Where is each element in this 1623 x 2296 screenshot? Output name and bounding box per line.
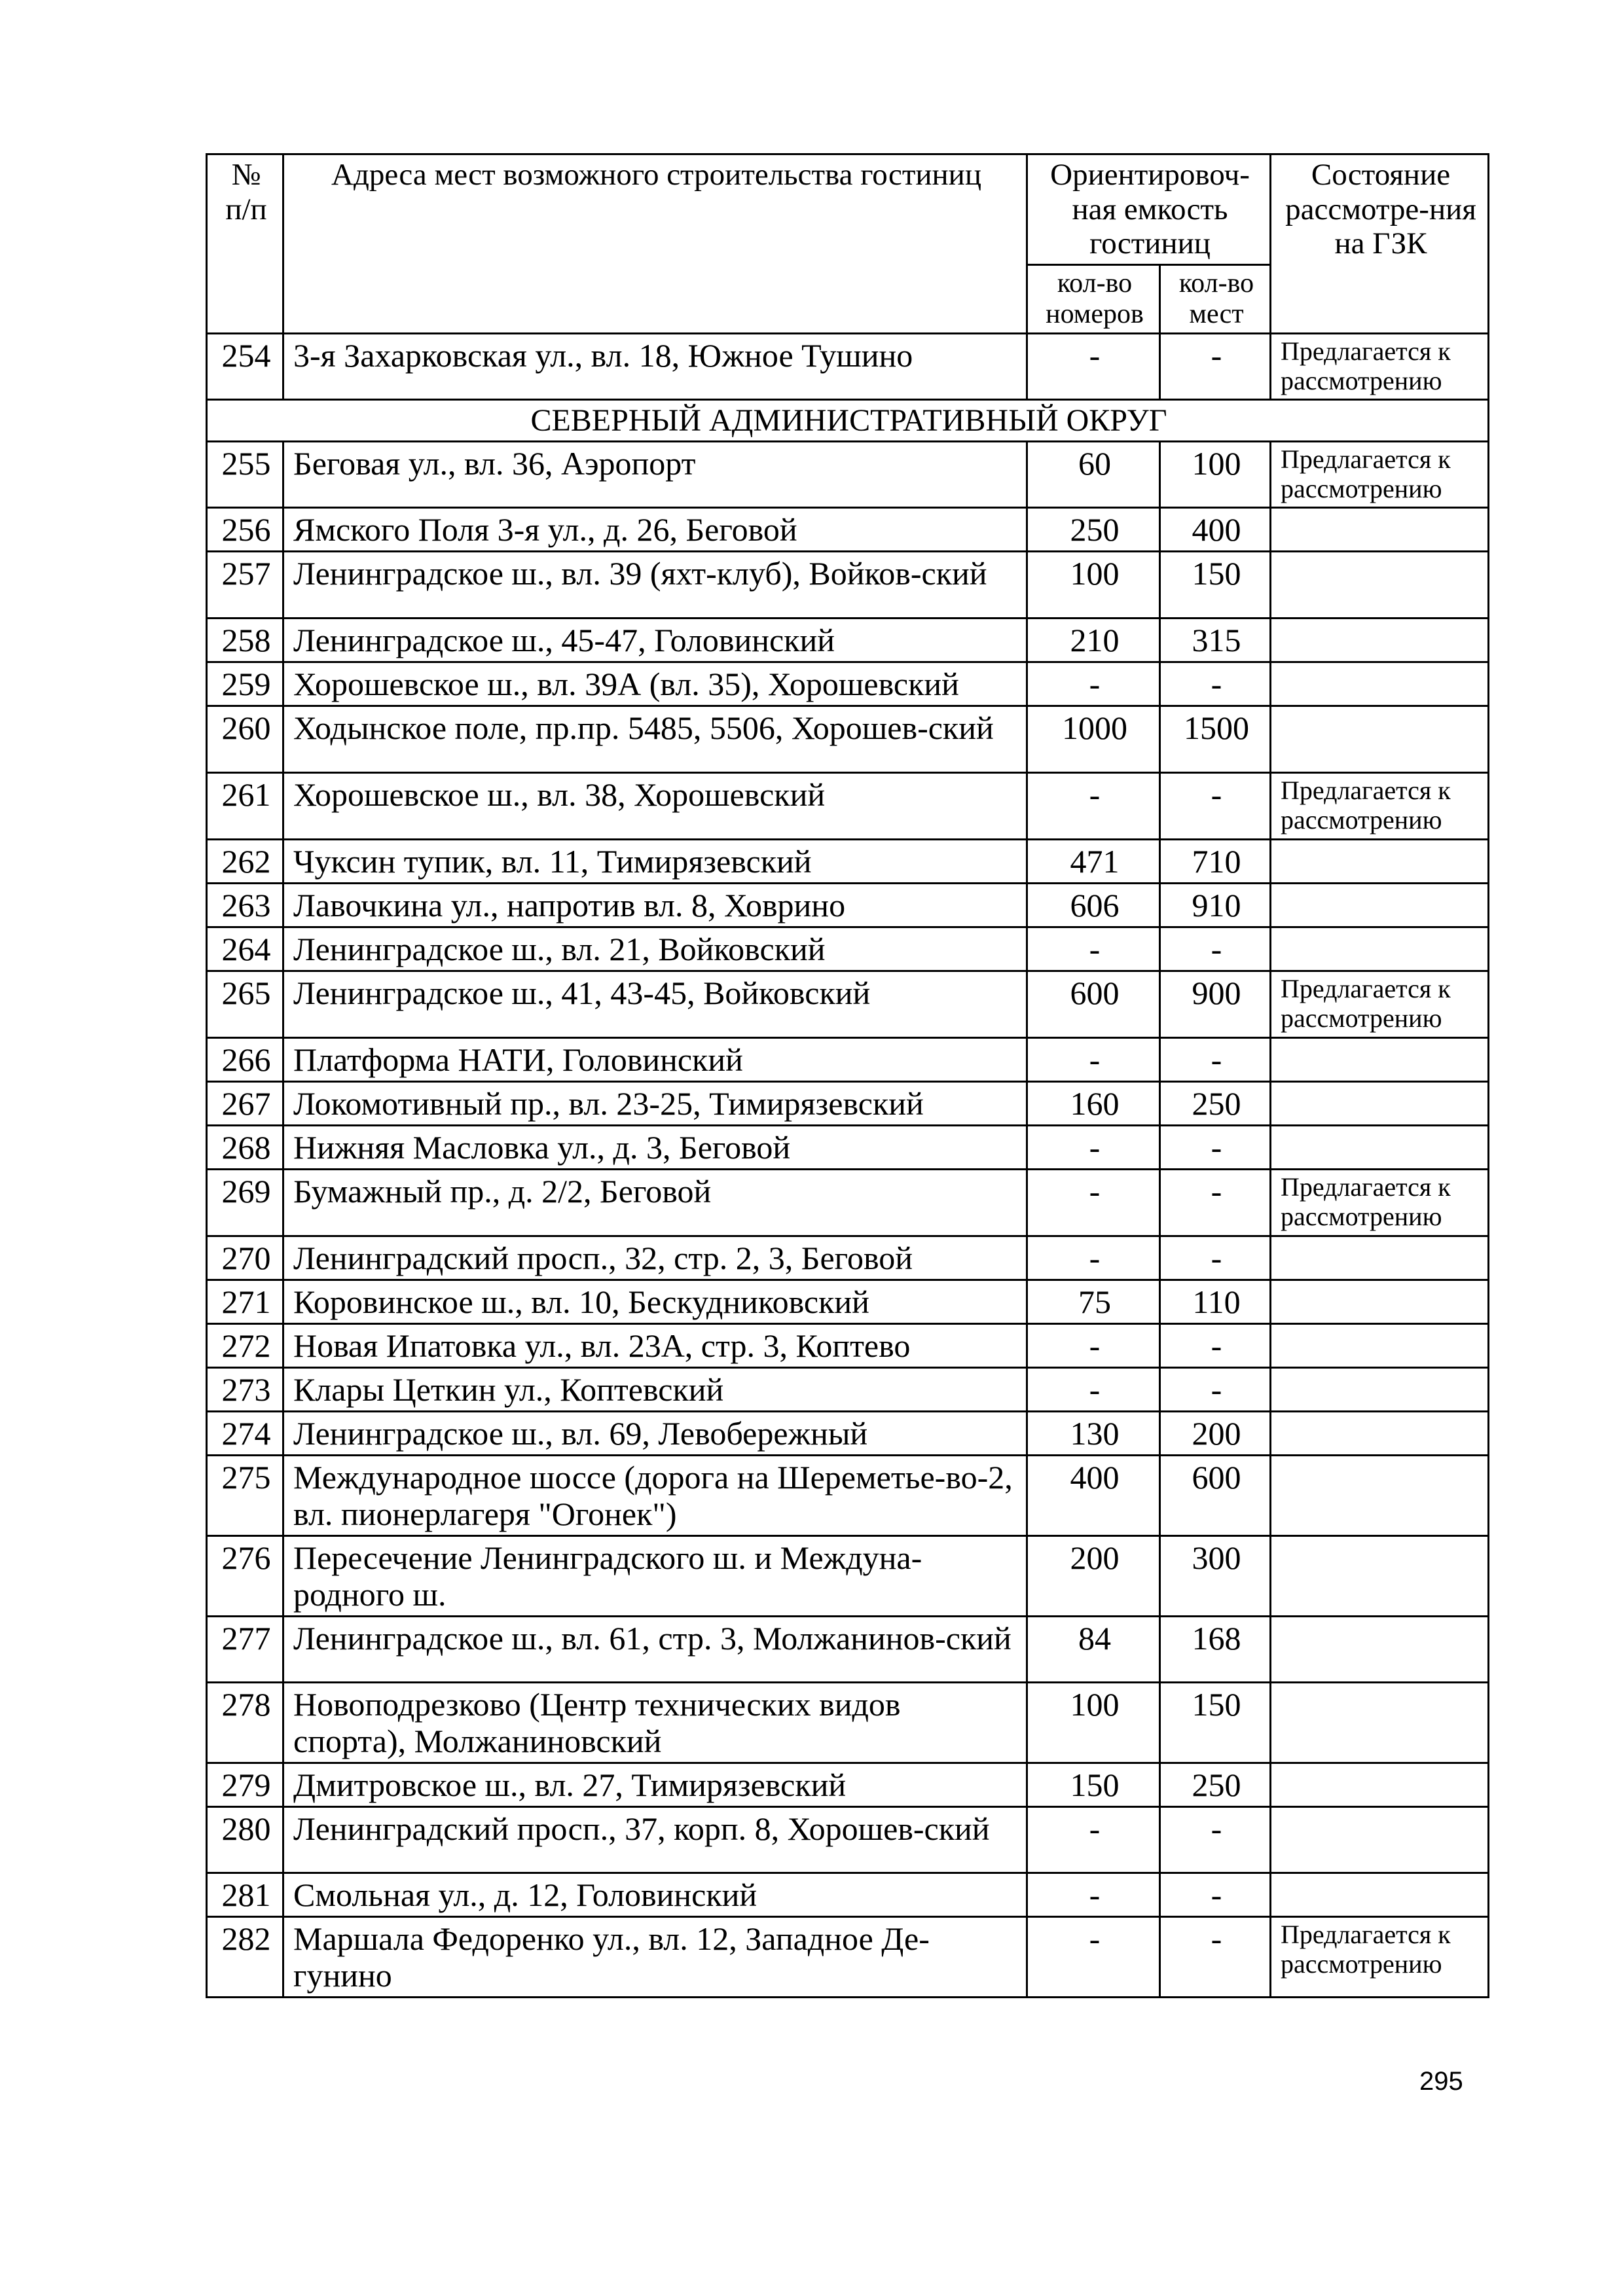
row-rooms: 400 <box>1027 1455 1160 1535</box>
row-number: 268 <box>207 1125 283 1169</box>
row-places: - <box>1160 1169 1271 1236</box>
row-rooms: 160 <box>1027 1081 1160 1125</box>
row-places: - <box>1160 1916 1271 1997</box>
table-row <box>207 1873 1489 1916</box>
row-address: Хорошевское ш., вл. 39А (вл. 35), Хорошевский <box>283 662 1027 706</box>
row-status <box>1271 1125 1489 1169</box>
row-address: Смольная ул., д. 12, Головинский <box>283 1873 1027 1916</box>
row-rooms: - <box>1027 1125 1160 1169</box>
section-row <box>207 399 1489 442</box>
row-rooms: - <box>1027 772 1160 839</box>
row-status <box>1271 839 1489 883</box>
row-rooms: - <box>1027 1873 1160 1916</box>
row-number: 261 <box>207 772 283 839</box>
row-number: 274 <box>207 1411 283 1455</box>
row-places: - <box>1160 927 1271 971</box>
row-address: Чуксин тупик, вл. 11, Тимирязевский <box>283 839 1027 883</box>
row-number: 263 <box>207 883 283 927</box>
row-rooms: 210 <box>1027 618 1160 662</box>
row-number: 282 <box>207 1916 283 1997</box>
row-places: 100 <box>1160 442 1271 508</box>
row-rooms: 150 <box>1027 1763 1160 1806</box>
table-row <box>207 1236 1489 1280</box>
table-row <box>207 1367 1489 1411</box>
row-rooms: - <box>1027 1806 1160 1873</box>
row-address: 3-я Захарковская ул., вл. 18, Южное Тушино <box>283 333 1027 399</box>
row-rooms: 130 <box>1027 1411 1160 1455</box>
row-address: Ленинградское ш., вл. 61, стр. 3, Молжанинов-ский <box>283 1616 1027 1682</box>
row-rooms: - <box>1027 1916 1160 1997</box>
row-number: 255 <box>207 442 283 508</box>
row-address: Маршала Федоренко ул., вл. 12, Западное Де-гунино <box>283 1916 1027 1997</box>
row-status <box>1271 1682 1489 1763</box>
section-title: СЕВЕРНЫЙ АДМИНИСТРАТИВНЫЙ ОКРУГ <box>207 399 1489 442</box>
hotel-sites-table <box>206 153 1489 1998</box>
row-status <box>1271 1806 1489 1873</box>
table-row <box>207 618 1489 662</box>
row-number: 278 <box>207 1682 283 1763</box>
row-status <box>1271 1411 1489 1455</box>
row-rooms: 250 <box>1027 507 1160 551</box>
row-places: - <box>1160 1037 1271 1081</box>
row-status: Предлагается к рассмотрению <box>1271 333 1489 399</box>
row-places: 315 <box>1160 618 1271 662</box>
row-rooms: - <box>1027 662 1160 706</box>
row-number: 262 <box>207 839 283 883</box>
row-rooms: - <box>1027 1236 1160 1280</box>
table-row <box>207 1916 1489 1997</box>
row-status: Предлагается к рассмотрению <box>1271 1916 1489 1997</box>
table-row <box>207 1081 1489 1125</box>
row-address: Платформа НАТИ, Головинский <box>283 1037 1027 1081</box>
header-num: № п/п <box>207 154 283 334</box>
row-status: Предлагается к рассмотрению <box>1271 971 1489 1037</box>
row-address: Локомотивный пр., вл. 23-25, Тимирязевский <box>283 1081 1027 1125</box>
row-status <box>1271 1081 1489 1125</box>
row-rooms: 84 <box>1027 1616 1160 1682</box>
table-body <box>207 333 1489 1997</box>
row-number: 257 <box>207 551 283 618</box>
row-status <box>1271 618 1489 662</box>
row-address: Новая Ипатовка ул., вл. 23А, стр. 3, Коптево <box>283 1323 1027 1367</box>
row-address: Хорошевское ш., вл. 38, Хорошевский <box>283 772 1027 839</box>
row-places: 900 <box>1160 971 1271 1037</box>
table-row <box>207 662 1489 706</box>
row-status <box>1271 1236 1489 1280</box>
row-number: 259 <box>207 662 283 706</box>
row-address: Международное шоссе (дорога на Шереметье-во-2, вл. пионерлагеря "Огонек") <box>283 1455 1027 1535</box>
row-address: Ленинградское ш., 45-47, Головинский <box>283 618 1027 662</box>
page-number: 295 <box>1419 2067 1463 2096</box>
row-rooms: - <box>1027 333 1160 399</box>
row-places: - <box>1160 1873 1271 1916</box>
row-places: - <box>1160 1236 1271 1280</box>
table-row <box>207 507 1489 551</box>
row-rooms: - <box>1027 1323 1160 1367</box>
row-address: Дмитровское ш., вл. 27, Тимирязевский <box>283 1763 1027 1806</box>
row-rooms: 471 <box>1027 839 1160 883</box>
row-rooms: 1000 <box>1027 706 1160 772</box>
row-places: 168 <box>1160 1616 1271 1682</box>
row-number: 267 <box>207 1081 283 1125</box>
row-rooms: - <box>1027 1037 1160 1081</box>
row-address: Коровинское ш., вл. 10, Бескудниковский <box>283 1280 1027 1323</box>
row-number: 258 <box>207 618 283 662</box>
row-places: 110 <box>1160 1280 1271 1323</box>
row-status <box>1271 706 1489 772</box>
row-address: Пересечение Ленинградского ш. и Междуна-родного ш. <box>283 1535 1027 1616</box>
row-status <box>1271 883 1489 927</box>
row-places: 250 <box>1160 1081 1271 1125</box>
table-row <box>207 883 1489 927</box>
table-row <box>207 1455 1489 1535</box>
row-places: 710 <box>1160 839 1271 883</box>
row-places: 150 <box>1160 1682 1271 1763</box>
header-capacity: Ориентировоч-ная емкость гостиниц <box>1027 154 1271 265</box>
row-status <box>1271 507 1489 551</box>
row-rooms: 100 <box>1027 1682 1160 1763</box>
row-rooms: 200 <box>1027 1535 1160 1616</box>
row-number: 279 <box>207 1763 283 1806</box>
row-address: Беговая ул., вл. 36, Аэропорт <box>283 442 1027 508</box>
table-row <box>207 1535 1489 1616</box>
table-row <box>207 1411 1489 1455</box>
table-row <box>207 971 1489 1037</box>
header-rooms: кол-во номеров <box>1027 264 1160 333</box>
row-number: 254 <box>207 333 283 399</box>
row-address: Бумажный пр., д. 2/2, Беговой <box>283 1169 1027 1236</box>
row-status: Предлагается к рассмотрению <box>1271 442 1489 508</box>
row-number: 272 <box>207 1323 283 1367</box>
row-status <box>1271 1535 1489 1616</box>
table-row <box>207 839 1489 883</box>
row-rooms: - <box>1027 1169 1160 1236</box>
table-row <box>207 1616 1489 1682</box>
row-places: 200 <box>1160 1411 1271 1455</box>
table-row <box>207 1125 1489 1169</box>
header-places: кол-во мест <box>1160 264 1271 333</box>
row-address: Ленинградский просп., 32, стр. 2, 3, Беговой <box>283 1236 1027 1280</box>
row-number: 280 <box>207 1806 283 1873</box>
table-row <box>207 772 1489 839</box>
row-rooms: 100 <box>1027 551 1160 618</box>
row-address: Нижняя Масловка ул., д. 3, Беговой <box>283 1125 1027 1169</box>
row-number: 276 <box>207 1535 283 1616</box>
row-places: 250 <box>1160 1763 1271 1806</box>
row-places: - <box>1160 772 1271 839</box>
row-rooms: 75 <box>1027 1280 1160 1323</box>
header-status: Состояние рассмотре-ния на ГЗК <box>1271 154 1489 334</box>
table-row <box>207 442 1489 508</box>
row-status: Предлагается к рассмотрению <box>1271 1169 1489 1236</box>
table-header <box>207 154 1489 334</box>
table-row <box>207 551 1489 618</box>
row-status <box>1271 1037 1489 1081</box>
table-row <box>207 1682 1489 1763</box>
row-places: 400 <box>1160 507 1271 551</box>
row-status <box>1271 927 1489 971</box>
row-places: - <box>1160 333 1271 399</box>
row-status <box>1271 1763 1489 1806</box>
row-status <box>1271 1616 1489 1682</box>
table-row <box>207 927 1489 971</box>
row-number: 271 <box>207 1280 283 1323</box>
table-row <box>207 333 1489 399</box>
row-address: Новоподрезково (Центр технических видов спорта), Молжаниновский <box>283 1682 1027 1763</box>
row-status <box>1271 662 1489 706</box>
row-status <box>1271 1873 1489 1916</box>
row-address: Ямского Поля 3-я ул., д. 26, Беговой <box>283 507 1027 551</box>
row-places: 910 <box>1160 883 1271 927</box>
row-number: 265 <box>207 971 283 1037</box>
row-address: Ходынское поле, пр.пр. 5485, 5506, Хорошев-ский <box>283 706 1027 772</box>
row-number: 264 <box>207 927 283 971</box>
row-number: 266 <box>207 1037 283 1081</box>
row-rooms: - <box>1027 927 1160 971</box>
row-places: - <box>1160 1125 1271 1169</box>
row-places: 300 <box>1160 1535 1271 1616</box>
row-rooms: 606 <box>1027 883 1160 927</box>
row-status <box>1271 551 1489 618</box>
row-address: Ленинградское ш., вл. 39 (яхт-клуб), Войков-ский <box>283 551 1027 618</box>
row-rooms: 60 <box>1027 442 1160 508</box>
row-status: Предлагается к рассмотрению <box>1271 772 1489 839</box>
row-status <box>1271 1455 1489 1535</box>
row-places: 600 <box>1160 1455 1271 1535</box>
table-row <box>207 1323 1489 1367</box>
row-number: 270 <box>207 1236 283 1280</box>
row-address: Ленинградское ш., вл. 21, Войковский <box>283 927 1027 971</box>
row-rooms: - <box>1027 1367 1160 1411</box>
row-places: - <box>1160 1806 1271 1873</box>
table-row <box>207 1763 1489 1806</box>
row-address: Клары Цеткин ул., Коптевский <box>283 1367 1027 1411</box>
row-number: 275 <box>207 1455 283 1535</box>
row-places: - <box>1160 1367 1271 1411</box>
table-row <box>207 1169 1489 1236</box>
row-address: Ленинградское ш., 41, 43-45, Войковский <box>283 971 1027 1037</box>
row-places: - <box>1160 1323 1271 1367</box>
table-row <box>207 1037 1489 1081</box>
row-places: 150 <box>1160 551 1271 618</box>
row-address: Ленинградское ш., вл. 69, Левобережный <box>283 1411 1027 1455</box>
row-places: - <box>1160 662 1271 706</box>
row-address: Лавочкина ул., напротив вл. 8, Ховрино <box>283 883 1027 927</box>
row-number: 260 <box>207 706 283 772</box>
row-number: 273 <box>207 1367 283 1411</box>
header-address: Адреса мест возможного строительства гостиниц <box>283 154 1027 334</box>
row-status <box>1271 1367 1489 1411</box>
row-address: Ленинградский просп., 37, корп. 8, Хорошев-ский <box>283 1806 1027 1873</box>
table-row <box>207 1280 1489 1323</box>
table-row <box>207 706 1489 772</box>
row-status <box>1271 1280 1489 1323</box>
row-places: 1500 <box>1160 706 1271 772</box>
row-status <box>1271 1323 1489 1367</box>
row-rooms: 600 <box>1027 971 1160 1037</box>
row-number: 256 <box>207 507 283 551</box>
row-number: 281 <box>207 1873 283 1916</box>
row-number: 277 <box>207 1616 283 1682</box>
row-number: 269 <box>207 1169 283 1236</box>
table-row <box>207 1806 1489 1873</box>
